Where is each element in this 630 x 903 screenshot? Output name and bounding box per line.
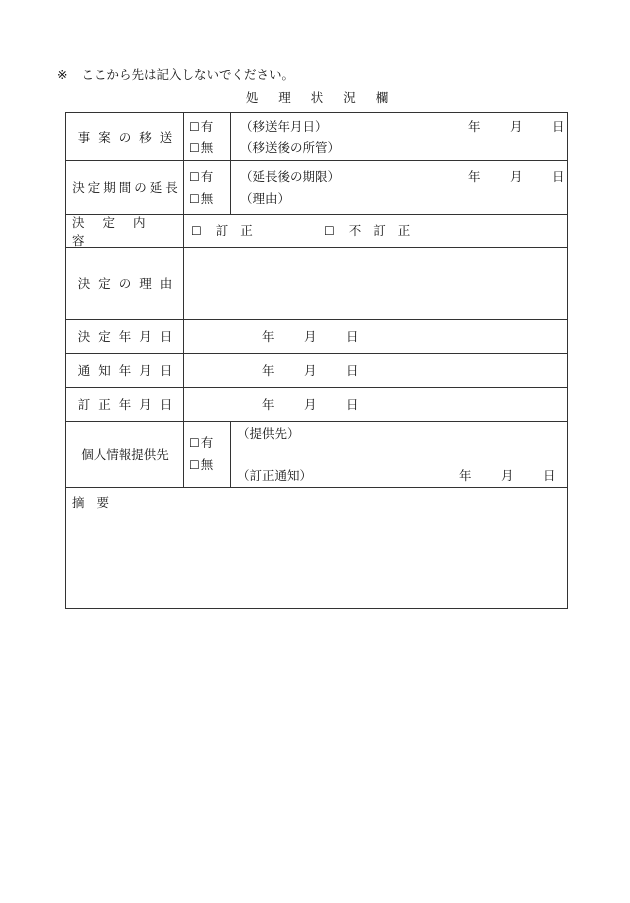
- transfer-label: 事案の移送: [77, 129, 181, 145]
- extension-label: 決定期間の延長: [72, 180, 181, 195]
- transfer-date-field: （移送年月日）: [240, 119, 328, 134]
- extension-deadline-field: （延長後の期限）: [240, 169, 341, 184]
- checkbox-icon: ☐: [189, 436, 200, 450]
- check-column-divider: [230, 421, 231, 487]
- provider-date: 年 月 日: [459, 468, 556, 483]
- decision-reason-label: 決定の理由: [77, 276, 181, 291]
- correction-notice-field: （訂正通知）: [237, 468, 313, 483]
- checkbox-icon: ☐: [191, 224, 202, 238]
- decision-date-label: 決定年月日: [77, 329, 181, 344]
- extension-no-option[interactable]: ☐無: [189, 191, 214, 206]
- decision-content-label: 決定内容: [72, 214, 164, 248]
- checkbox-icon: ☐: [189, 458, 200, 472]
- notice-text: [57, 65, 294, 83]
- checkbox-icon: ☐: [324, 224, 335, 238]
- no-correction-option[interactable]: ☐ 不訂正: [324, 223, 423, 238]
- form-title: 処理状況欄: [245, 90, 409, 105]
- notice-date: 年 月 日: [262, 363, 359, 378]
- extension-reason-field: （理由）: [240, 191, 291, 206]
- provider-label: 個人情報提供先: [81, 447, 169, 462]
- transfer-yes-option[interactable]: ☐有: [189, 119, 214, 134]
- provider-yes-option[interactable]: ☐有: [189, 435, 214, 450]
- transfer-date: 年 月 日: [468, 119, 565, 134]
- checkbox-icon: ☐: [189, 120, 200, 134]
- provider-destination-field: （提供先）: [237, 426, 300, 441]
- notice-message: ここから先は記入しないでください。: [81, 67, 294, 82]
- extension-date: 年 月 日: [468, 169, 565, 184]
- checkbox-icon: ☐: [189, 170, 200, 184]
- check-column-divider: [230, 113, 231, 214]
- checkbox-icon: ☐: [189, 192, 200, 206]
- decision-date: 年 月 日: [262, 329, 359, 344]
- correction-date-label: 訂正年月日: [77, 397, 181, 412]
- correction-date: 年 月 日: [262, 397, 359, 412]
- reference-mark: ※: [57, 67, 68, 82]
- checkbox-icon: ☐: [189, 141, 200, 155]
- notice-date-label: 通知年月日: [77, 363, 181, 378]
- correction-option[interactable]: ☐ 訂正: [191, 223, 265, 238]
- summary-label: 摘要: [72, 495, 122, 510]
- processing-status-form: [65, 112, 568, 609]
- transfer-no-option[interactable]: ☐無: [189, 140, 214, 155]
- row-divider: [66, 487, 567, 488]
- provider-no-option[interactable]: ☐無: [189, 457, 214, 472]
- transfer-department-field: （移送後の所管）: [240, 140, 341, 155]
- extension-yes-option[interactable]: ☐有: [189, 169, 214, 184]
